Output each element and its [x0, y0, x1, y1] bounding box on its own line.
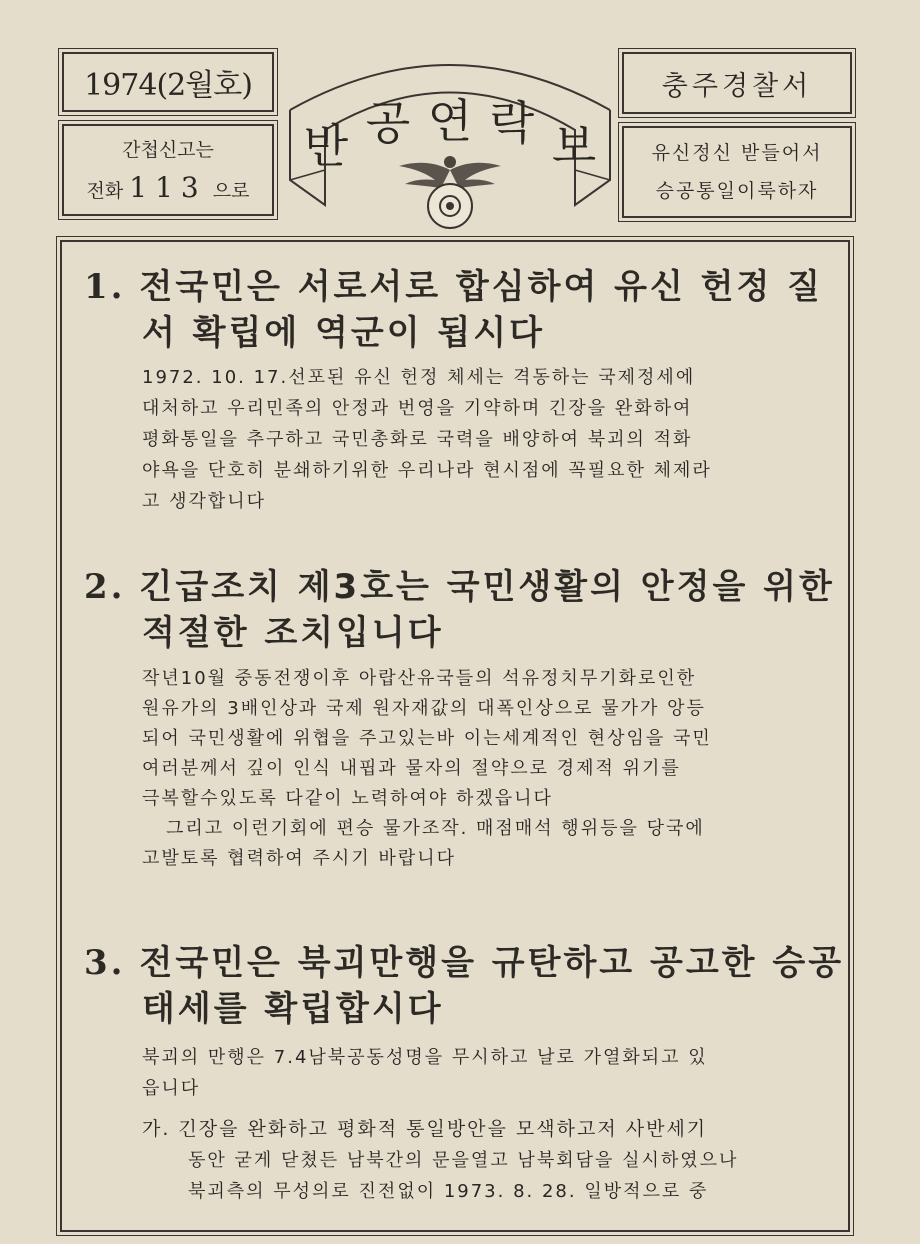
main-content-box — [60, 240, 850, 1232]
section-number: 2. — [84, 567, 126, 607]
body-line: 읍니다 — [142, 1078, 201, 1099]
body-line: 1972. 10. 17.선포된 유신 헌정 체세는 격동하는 국제정세에 — [142, 367, 696, 388]
body-line: 야욕을 단호히 분쇄하기위한 우리나라 현시점에 꼭필요한 체제라 — [142, 460, 712, 481]
list-item-ga — [142, 1114, 822, 1145]
body-line: 고 생각합니다 — [142, 491, 267, 512]
issue-box — [62, 52, 274, 112]
body-line: 그리고 이런기회에 편승 물가조작. 매점매석 행위등을 당국에 — [166, 818, 705, 839]
body-line: 북괴의 만행은 7.4남북공동성명을 무시하고 날로 가열화되고 있 — [142, 1047, 708, 1068]
section-2-heading — [84, 564, 835, 656]
station-box — [622, 52, 852, 114]
body-line: 평화통일을 추구하고 국민총화로 국력을 배양하여 북괴의 적화 — [142, 429, 693, 450]
title-char: 반 — [303, 119, 349, 173]
report-line2 — [87, 169, 250, 210]
section-number: 1. — [84, 267, 126, 307]
title-char: 보 — [551, 119, 597, 173]
title-char: 락 — [489, 96, 535, 150]
heading-line: 서 확립에 역군이 됩시다 — [142, 313, 545, 353]
slogan-line1: 유신정신 받들어서 — [651, 142, 823, 164]
section-number: 3. — [84, 943, 126, 983]
slogan-line2: 승공통일이룩하자 — [655, 180, 819, 202]
report-prefix: 전화 — [86, 179, 124, 202]
body-line: 원유가의 3배인상과 국제 원자재값의 대폭인상으로 물가가 앙등 — [142, 698, 706, 719]
body-line: 극복할수있도록 다같이 노력하여야 하겠읍니다 — [142, 788, 553, 809]
newsletter-title — [285, 85, 615, 173]
slogan-box — [622, 126, 852, 218]
heading-line: 전국민은 북괴만행을 규탄하고 공고한 승공 — [139, 943, 845, 983]
body-line: 대처하고 우리민족의 안정과 번영을 기약하며 긴장을 완화하여 — [142, 398, 693, 419]
section-3-heading — [84, 940, 844, 1032]
section-1-heading — [84, 264, 823, 356]
issue-label: 1974(2월호) — [84, 68, 252, 103]
heading-line: 긴급조치 제3호는 국민생활의 안정을 위한 — [139, 567, 835, 607]
spy-report-box — [62, 124, 274, 216]
list-line: 북괴측의 무성의로 진전없이 1973. 8. 28. 일방적으로 중 — [188, 1181, 709, 1202]
section-3-body — [142, 1042, 822, 1207]
list-marker: 가. — [142, 1118, 171, 1140]
section-2-body — [142, 664, 822, 874]
title-char: 연 — [427, 94, 473, 148]
heading-line: 태세를 확립합시다 — [142, 989, 444, 1029]
police-eagle-emblem-icon — [397, 148, 503, 230]
heading-line: 전국민은 서로서로 합심하여 유신 헌정 질 — [139, 267, 824, 307]
heading-line: 적절한 조치입니다 — [142, 613, 444, 653]
report-line1: 간첩신고는 — [122, 138, 214, 161]
title-banner — [285, 30, 615, 240]
body-line: 되어 국민생활에 위협을 주고있는바 이는세계적인 현상임을 국민 — [142, 728, 712, 749]
body-line: 작년10월 중동전쟁이후 아랍산유국들의 석유정치무기화로인한 — [142, 668, 697, 689]
title-char: 공 — [365, 96, 411, 150]
report-suffix: 으로 — [212, 179, 250, 202]
list-line: 동안 굳게 닫쳤든 남북간의 문을열고 남북회담을 실시하였으나 — [188, 1150, 739, 1171]
report-phone-number: 113 — [129, 170, 207, 204]
body-line: 고발토록 협력하여 주시기 바랍니다 — [142, 848, 456, 869]
section-1-body — [142, 362, 822, 517]
body-line: 여러분께서 깊이 인식 내핍과 물자의 절약으로 경제적 위기를 — [142, 758, 681, 779]
list-line: 긴장을 완화하고 평화적 통일방안을 모색하고저 사반세기 — [178, 1118, 708, 1140]
police-station-name: 충주경찰서 — [661, 70, 813, 102]
